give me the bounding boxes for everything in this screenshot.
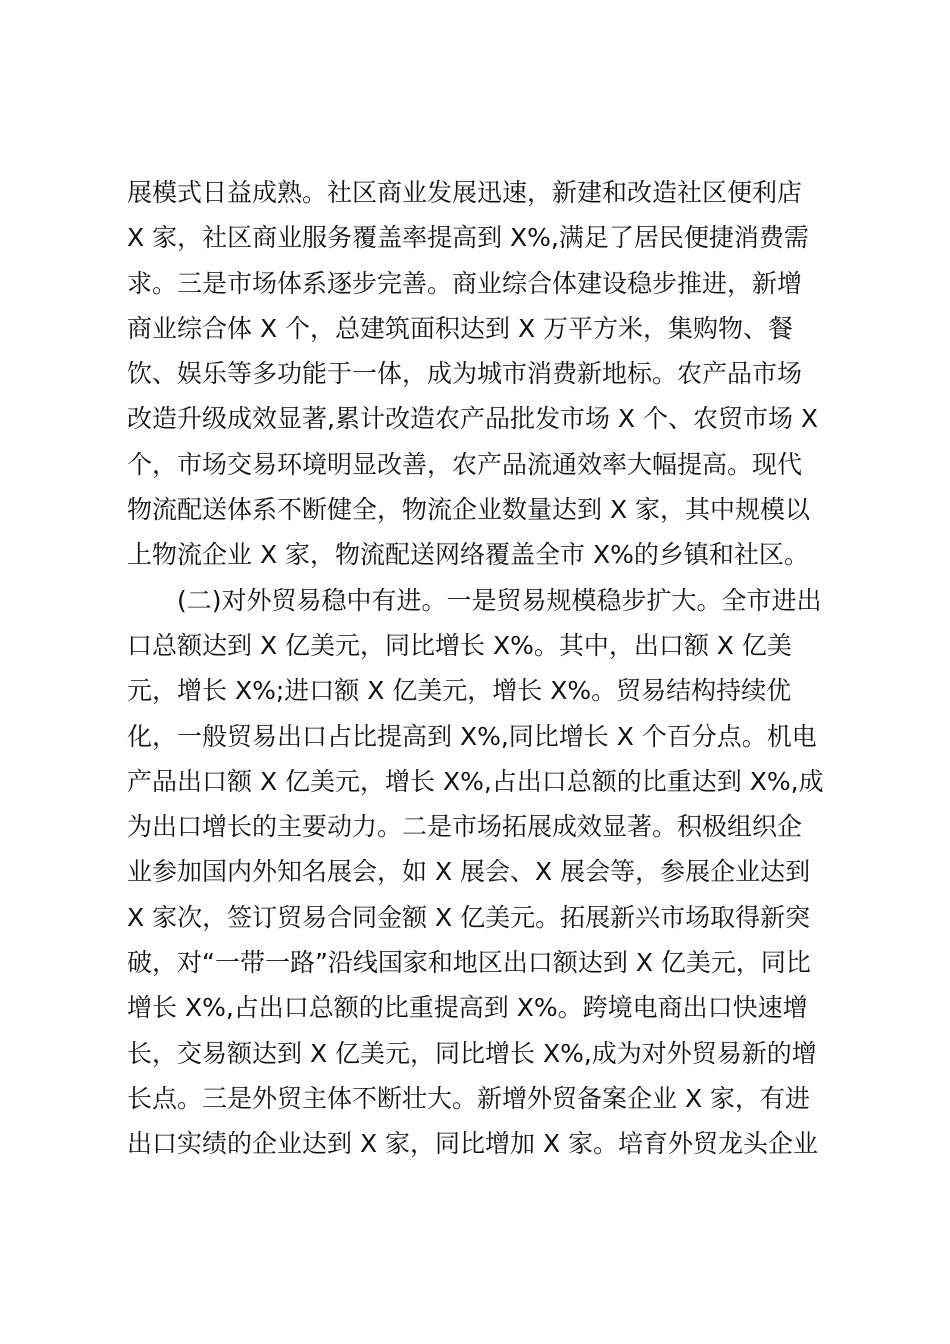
text-line: 改造升级成效显著,累计改造农产品批发市场 X 个、农贸市场 X bbox=[127, 404, 819, 434]
text-line: 业参加国内外知名展会，如 X 展会、X 展会等，参展企业达到 bbox=[127, 857, 811, 887]
text-line: X 家，社区商业服务覆盖率提高到 X%,满足了居民便捷消费需 bbox=[127, 223, 809, 253]
text-line: 长，交易额达到 X 亿美元，同比增长 X%,成为对外贸易新的增 bbox=[127, 1038, 817, 1068]
text-line: 增长 X%,占出口总额的比重提高到 X%。跨境电商出口快速增 bbox=[127, 993, 808, 1023]
text-line: 长点。三是外贸主体不断壮大。新增外贸备案企业 X 家，有进 bbox=[127, 1083, 811, 1113]
section-heading-line: (二)对外贸易稳中有进。一是贸易规模稳步扩大。全市进出 bbox=[177, 585, 822, 615]
body-text bbox=[127, 170, 827, 1167]
text-line: 上物流企业 X 家，物流配送网络覆盖全市 X%的乡镇和社区。 bbox=[127, 540, 809, 570]
text-line: 展模式日益成熟。社区商业发展迅速，新建和改造社区便利店 bbox=[127, 178, 803, 207]
text-line: 求。三是市场体系逐步完善。商业综合体建设稳步推进，新增 bbox=[127, 268, 803, 298]
text-line: 口总额达到 X 亿美元，同比增长 X%。其中，出口额 X 亿美 bbox=[127, 630, 792, 660]
text-line: 破，对“一带一路”沿线国家和地区出口额达到 X 亿美元，同比 bbox=[127, 948, 811, 978]
text-line: X 家次，签订贸易合同金额 X 亿美元。拓展新兴市场取得新突 bbox=[127, 902, 811, 932]
text-line: 出口实绩的企业达到 X 家，同比增加 X 家。培育外贸龙头企业 bbox=[127, 1129, 819, 1159]
text-line: 饮、娱乐等多功能于一体，成为城市消费新地标。农产品市场 bbox=[127, 359, 803, 389]
text-line: 化，一般贸易出口占比提高到 X%,同比增长 X 个百分点。机电 bbox=[127, 721, 817, 751]
text-line: 产品出口额 X 亿美元，增长 X%,占出口总额的比重达到 X%,成 bbox=[127, 766, 824, 796]
text-line: 商业综合体 X 个，总建筑面积达到 X 万平方米，集购物、餐 bbox=[127, 313, 794, 343]
text-line: 物流配送体系不断健全，物流企业数量达到 X 家，其中规模以 bbox=[127, 495, 811, 525]
text-line: 个，市场交易环境明显改善，农产品流通效率大幅提高。现代 bbox=[127, 449, 803, 479]
text-line: 为出口增长的主要动力。二是市场拓展成效显著。积极组织企 bbox=[127, 812, 803, 842]
text-line: 元，增长 X%;进口额 X 亿美元，增长 X%。贸易结构持续优 bbox=[127, 676, 792, 706]
